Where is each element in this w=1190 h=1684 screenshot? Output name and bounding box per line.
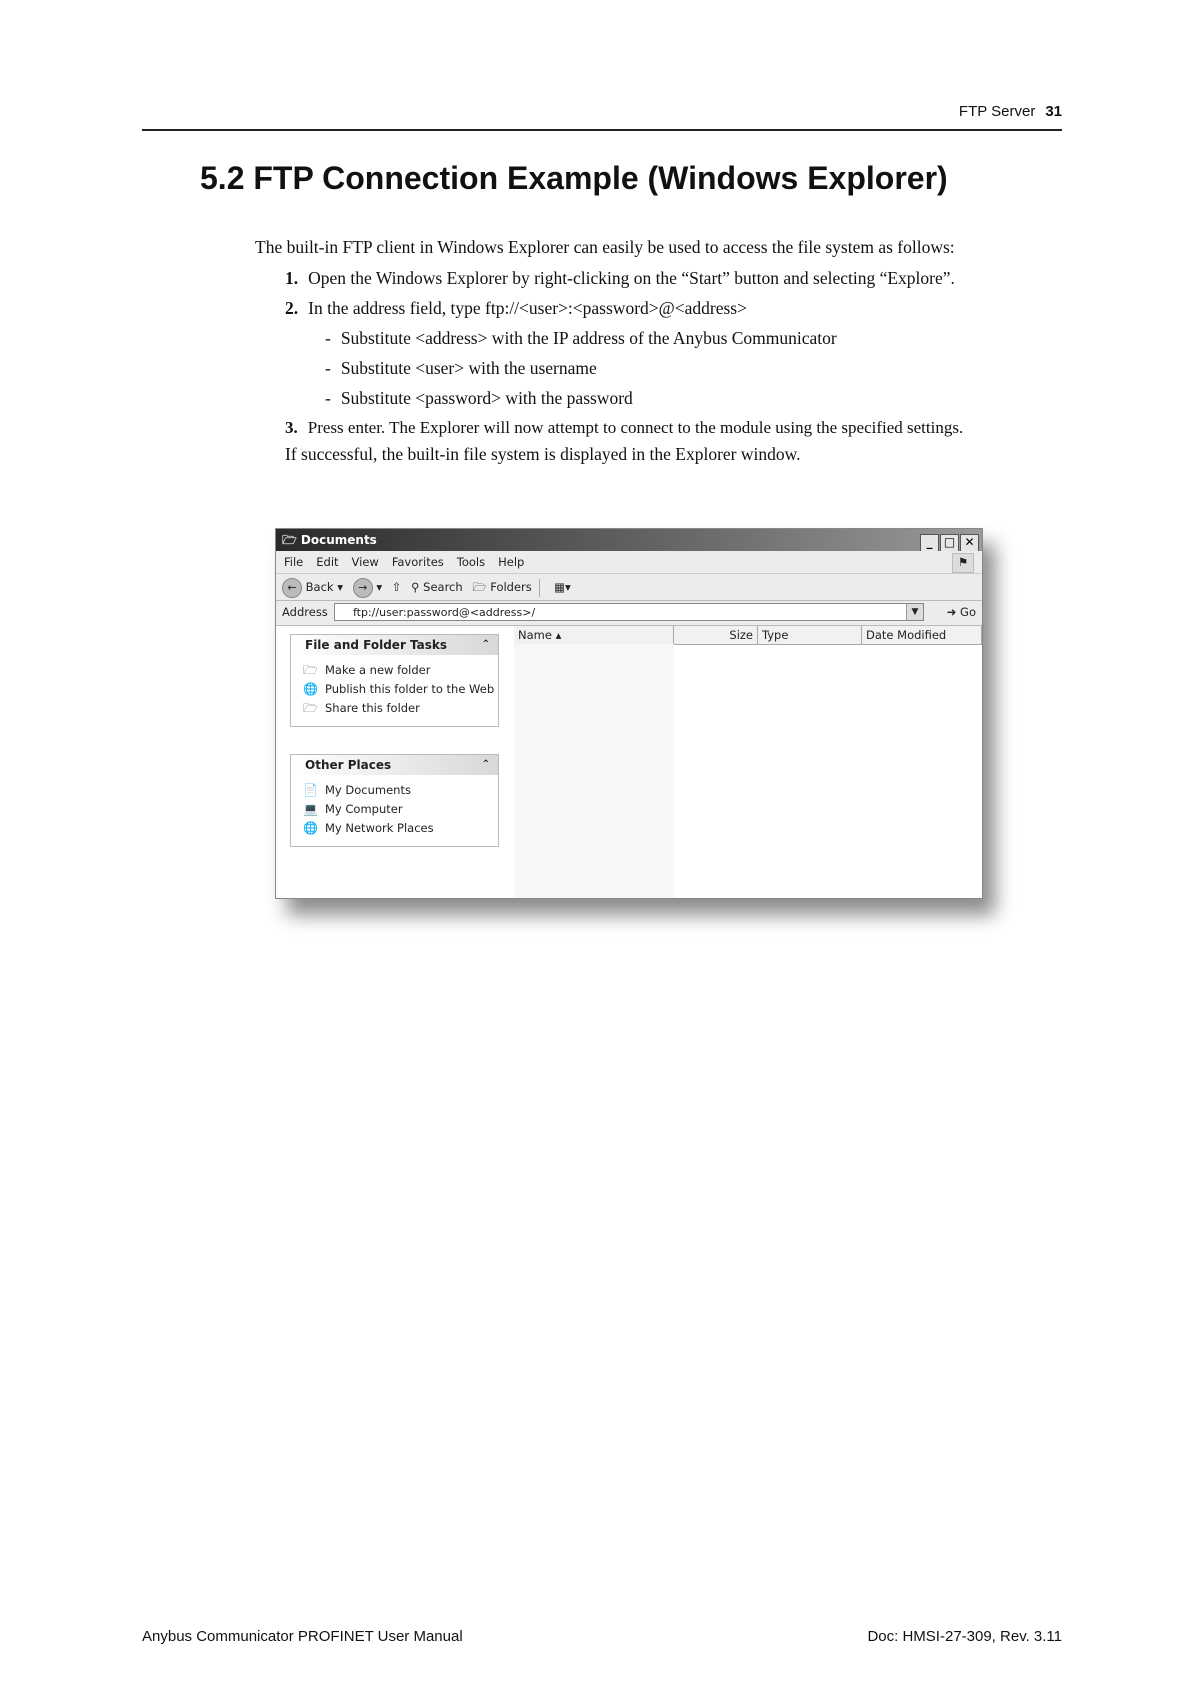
menu-bar [276,551,982,574]
substep-text: Substitute <user> with the username [340,358,597,378]
column-name-label: Name [518,628,552,642]
section-title: 5.2 FTP Connection Example (Windows Explorer) [200,160,948,196]
address-bar [276,601,982,626]
name-column-highlight [514,644,674,898]
toolbar [276,574,982,601]
address-value: ftp://user:password@<address>/ [353,606,536,619]
step-text: Press enter. The Explorer will now attempt to connect to the module using the specified settings. [307,418,964,437]
menu-favorites[interactable]: Favorites [391,555,444,569]
place-my-network[interactable] [303,821,498,836]
collapse-chevron-icon[interactable]: ⌃ [481,639,490,650]
address-dropdown-icon[interactable]: ▼ [906,604,923,620]
step-number: 3. [285,418,298,437]
panel-header[interactable] [291,755,498,775]
place-label: My Documents [325,783,411,797]
new-folder-icon: 🗁 [303,663,318,677]
page-header [142,103,1062,131]
close-button[interactable]: ✕ [960,534,979,552]
other-places-panel [290,754,499,847]
file-list-pane [514,626,982,898]
column-date-modified[interactable] [862,626,982,644]
back-arrow-icon: ← [282,578,302,598]
substep-1 [325,328,837,349]
address-label: Address [282,605,328,619]
task-make-new-folder[interactable] [303,663,498,678]
menu-file[interactable]: File [284,555,304,569]
go-label: Go [960,605,976,619]
folder-icon: 🗁 [282,533,297,547]
task-label: Share this folder [325,701,420,715]
globe-icon: 🌐 [303,682,318,696]
views-icon: ▦ [554,580,565,594]
step-text: Open the Windows Explorer by right-clicking on the “Start” button and selecting “Explore”. [308,268,955,288]
panel-header[interactable] [291,635,498,655]
window-titlebar [276,529,982,551]
network-icon: 🌐 [303,821,318,835]
substep-dash: - [325,358,331,378]
task-label: Make a new folder [325,663,431,677]
forward-arrow-icon: → [353,578,373,598]
menu-view[interactable]: View [351,555,379,569]
address-input[interactable] [334,603,924,621]
substep-dash: - [325,328,331,348]
explorer-window-screenshot [275,528,983,899]
place-my-documents[interactable] [303,783,498,798]
back-button[interactable]: ← Back ▾ [282,580,343,594]
explorer-content [276,626,982,898]
column-name[interactable]: Name ▴ [514,626,674,644]
task-publish-folder[interactable] [303,682,498,697]
up-folder-icon[interactable]: ⇧ [391,580,402,594]
footer-right: Doc: HMSI-27-309, Rev. 3.11 [867,1628,1062,1645]
place-label: My Computer [325,802,403,816]
header-section: FTP Server [958,103,1036,120]
toolbar-separator [539,579,540,597]
column-type-label: Type [762,628,789,642]
search-icon: ⚲ [411,580,420,594]
panel-title: Other Places [305,758,392,772]
footer-left: Anybus Communicator PROFINET User Manual [142,1628,463,1645]
substep-text: Substitute <address> with the IP address of the Anybus Communicator [340,328,837,348]
step-number: 1. [285,268,299,288]
step-1 [285,268,955,289]
menu-edit[interactable]: Edit [316,555,339,569]
menu-help[interactable]: Help [498,555,525,569]
search-label: Search [423,580,463,594]
task-share-folder[interactable] [303,701,498,716]
column-size-label: Size [729,628,753,642]
windows-flag-icon: ⚑ [952,553,974,573]
substep-3 [325,388,633,409]
column-type[interactable] [758,626,862,644]
window-title: Documents [300,533,377,547]
folders-icon: 🗁 [472,580,487,594]
go-button[interactable] [947,605,976,619]
place-label: My Network Places [325,821,434,835]
step-3 [285,418,963,438]
folders-button[interactable] [472,580,531,594]
step-2 [285,298,747,319]
step-number: 2. [285,298,299,318]
minimize-button[interactable]: _ [920,534,939,552]
step-text: In the address field, type ftp://<user>:<password>@<address> [308,298,747,318]
page-number: 31 [1045,103,1062,120]
substep-2 [325,358,597,379]
substep-text: Substitute <password> with the password [340,388,633,408]
forward-button[interactable]: → ▾ [353,580,382,594]
maximize-button[interactable]: □ [940,534,959,552]
search-button[interactable] [411,580,463,594]
panel-title: File and Folder Tasks [305,638,448,652]
file-folder-tasks-panel [290,634,499,727]
folders-label: Folders [490,580,532,594]
column-size[interactable] [674,626,758,644]
result-text: If successful, the built-in file system is displayed in the Explorer window. [285,444,801,464]
intro-paragraph: The built-in FTP client in Windows Explorer can easily be used to access the file system as follows: [255,237,955,257]
documents-icon: 📄 [303,783,318,797]
views-button[interactable]: ▦▾ [554,580,571,594]
collapse-chevron-icon[interactable]: ⌃ [481,759,490,770]
substep-dash: - [325,388,331,408]
back-label: Back [305,580,334,594]
column-header-row [514,626,982,645]
go-arrow-icon: ➜ [946,605,957,619]
menu-tools[interactable]: Tools [456,555,486,569]
task-label: Publish this folder to the Web [325,682,495,696]
share-folder-icon: 🗁 [303,701,318,715]
column-date-label: Date Modified [866,628,947,642]
place-my-computer[interactable] [303,802,498,817]
task-pane [276,626,506,898]
computer-icon: 💻 [303,802,318,816]
